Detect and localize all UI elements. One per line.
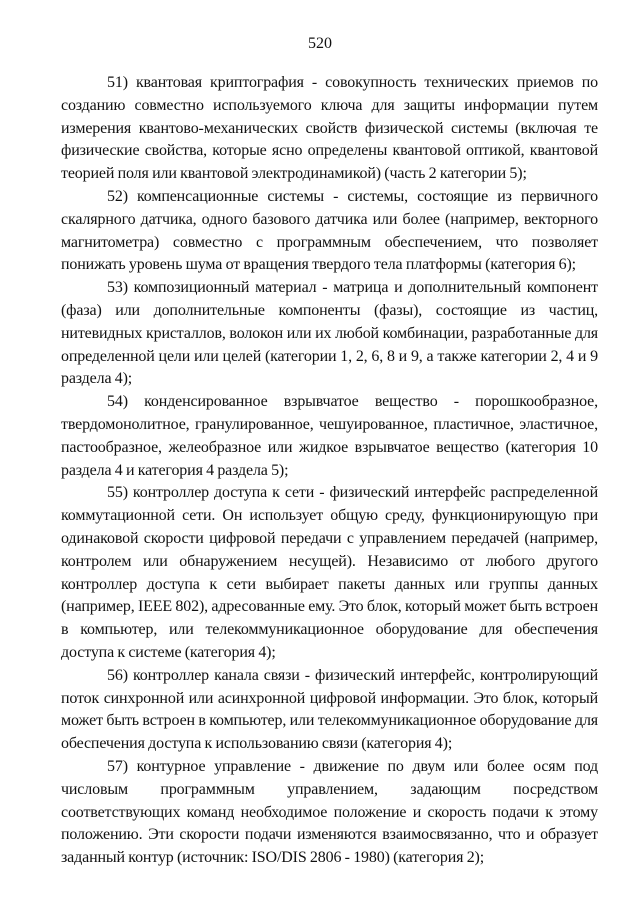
definition-paragraph-54: 54) конденсированное взрывчатое вещество - порошкообразное, твердомонолитное, гранулированное, чешуированное, пластичное, эластичное, пастообразное, желеобразное или жидкое взрывчатое вещество (категория 10 раздела 4 и категория 4 раздела 5); xyxy=(61,393,598,479)
definition-paragraph-55: 55) контроллер доступа к сети - физический интерфейс распределенной коммутационной сети. Он использует общую среду, функционирующую при одинаковой скорости цифровой передачи с управлением передачей (например, контролем или обнаружением несущей). Независимо от любого другого контроллер доступа к сети выбирает пакеты данных или группы данных (например, IEEE 802), адресованные ему. Это блок, который может быть встроен в компьютер, или телекоммуникационное оборудование для обеспечения доступа к системе (категория 4); xyxy=(61,484,598,661)
document-body xyxy=(61,72,598,870)
definition-paragraph-51: 51) квантовая криптография - совокупность технических приемов по созданию совместно используемого ключа для защиты информации путем измерения квантово-механических свойств физической системы (включая те физические свойства, которые ясно определены квантовой оптикой, квантовой теорией поля или квантовой электродинамикой) (часть 2 категории 5); xyxy=(61,74,598,183)
definition-paragraph-53: 53) композиционный материал - матрица и дополнительный компонент (фаза) или дополнительные компоненты (фазы), состоящие из частиц, нитевидных кристаллов, волокон или их любой комбинации, разработанные для определенной цели или целей (категории 1, 2, 6, 8 и 9, а также категории 2, 4 и 9 раздела 4); xyxy=(61,279,598,388)
definition-paragraph-56: 56) контроллер канала связи - физический интерфейс, контролирующий поток синхронной или асинхронной цифровой информации. Это блок, который может быть встроен в компьютер, или телекоммуникационное оборудование для обеспечения доступа к использованию связи (категория 4); xyxy=(61,666,598,753)
page-number: 520 xyxy=(308,35,332,52)
definition-paragraph-57: 57) контурное управление - движение по двум или более осям под числовым программным управлением, задающим посредством соответствующих команд необходимое положение и скорость подачи к этому положению. Эти скорости подачи изменяются взаимосвязанно, что и образует заданный контур (источник: ISO/DIS 2806 - 1980) (категория 2); xyxy=(61,757,598,867)
definition-paragraph-52: 52) компенсационные системы - системы, состоящие из первичного скалярного датчика, одного базового датчика или более (например, векторного магнитометра) совместно с программным обеспечением, что позволяет понижать уровень шума от вращения твердого тела платформы (категория 6); xyxy=(61,187,598,274)
